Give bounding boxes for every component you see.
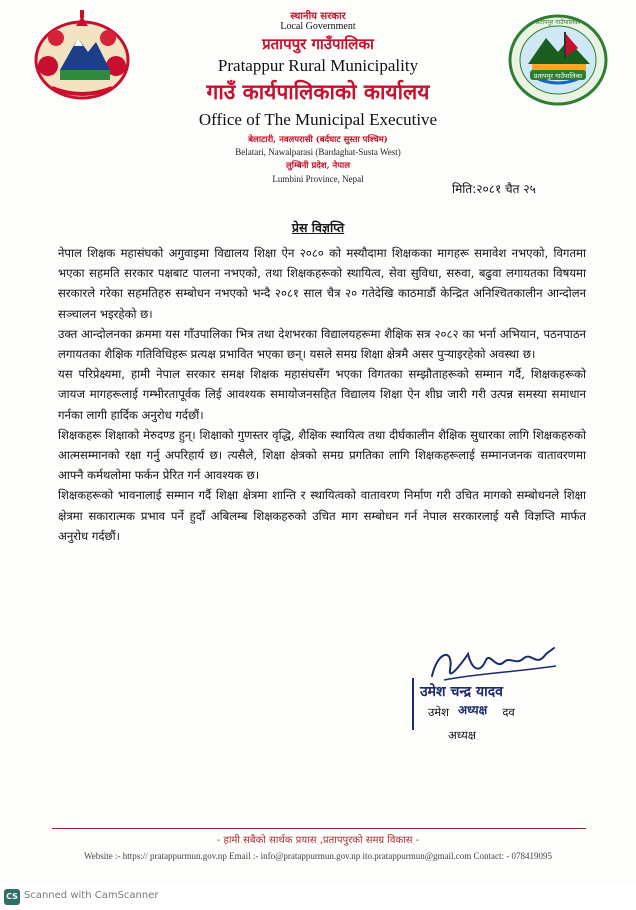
stamp-title: अध्यक्ष [458,703,488,717]
local-government-np: स्थानीय सरकार [290,11,346,22]
stamp-name: उमेश चन्द्र यादव [420,684,503,700]
province-en: Lumbini Province, Nepal [272,174,364,184]
address-np: बेलाटारी, नवलपरासी (बर्दघाट सुस्ता पश्चिम) [248,135,388,145]
municipality-name-en: Pratappur Rural Municipality [217,56,419,75]
signer-name-suffix: दव [502,705,515,719]
document-date: मिति:२०८१ चैत २५ [452,182,536,196]
municipality-logo-icon [506,12,610,108]
document-body [58,243,586,546]
nepal-emblem-icon [30,8,135,103]
municipality-name-np: प्रतापपुर गाउँपालिका [262,35,374,53]
local-government-en: Local Government [280,21,356,32]
footer-contact: Website :- https:// pratappurmun.gov.np Email :- info@pratappurmun.gov.np ito.pratappurmun@gmail.com Contact: - 078419095 [83,851,553,861]
paragraph: शिक्षकहरूको भावनालाई सम्मान गर्दै शिक्षा क्षेत्रमा शान्ति र स्थायित्वको वातावरण निर्माण गरी उचित मागको सम्बोधनले शिक्षा क्षेत्रमा सकारात्मक प्रभाव पर्ने हुदाँ अबिलम्ब शिक्षकहरुको उचित माग सम्बोधन गर्न नेपाल सरकारलाई यसै विज्ञप्ति मार्फत अनुरोध गर्दछौं। [58,488,586,543]
paragraph: उक्त आन्दोलनका क्रममा यस गाँउपालिका भित्र तथा देशभरका विद्यालयहरूमा शैक्षिक सत्र २०८२ का भर्ना अभियान, पठनपाठन लगायतका शैक्षिक गतिविधिहरू प्रत्यक्ष प्रभावित भएका छन्। यसले समग्र शिक्षा क्षेत्रमै असर पुऱ्याइरहेको अवस्था छ। [58,326,586,362]
logo-band-text: प्रतापपुर गाउँपालिका [533,72,583,80]
address-en: Belatari, Nawalparasi (Bardaghat-Susta West) [235,147,401,157]
camscanner-text: Scanned with CamScanner [24,890,159,901]
paragraph: नेपाल शिक्षक महासंघको अगुवाइमा विद्यालय शिक्षा ऐन २०८० को मस्यौदामा शिक्षकका मागहरू समावेश नभएको, विगतमा भएका सहमति सरकार पक्षबाट पालना नभएको, तथा शिक्षकहरूको स्थायित्व, सेवा सुविधा, सरुवा, बढुवा लगायतका विषयमा सरकारले गरेका सहमतिहरु सम्बोधन नभएको भन्दै २०८१ साल चैत्र २० गतेदेखि काठमाडौं केन्द्रित अनिश्चितकालीन आन्दोलन सञ्चालन भइरहेको छ। [58,246,586,321]
paragraph: शिक्षकहरू शिक्षाको मेरुदण्ड हुन्। शिक्षाको गुणस्तर वृद्धि, शैक्षिक स्थायित्व तथा दीर्घकालीन शैक्षिक सुधारका लागि शिक्षकहरुको आत्मसम्मानको रक्षा गर्नु अपरिहार्य छ। त्यसैले, शिक्षा क्षेत्रको समग्र प्रगतिका लागि शिक्षकहरूलाई सम्मानजनक वातावरणमा आफ्नै कर्मथलोमा फर्कन प्रेरित गर्न आवश्यक छ। [58,427,586,483]
scanner-watermark [0,884,636,910]
document-subject [0,219,636,236]
footer-divider [52,828,586,829]
signer-title: अध्यक्ष [448,728,477,742]
subject-text: प्रेस विज्ञप्ति [291,220,345,235]
footer-slogan: - हामी सबैको सार्थक प्रयास ,प्रतापपुरको समग्र विकास - [216,835,420,846]
camscanner-logo-icon: CS [4,889,20,905]
office-name-en: Office of The Municipal Executive [198,110,438,129]
paragraph: यस परिप्रेक्ष्यमा, हामी नेपाल सरकार समक्ष शिक्षक महासंघसँग भएका विगतका सम्झौताहरूको सम्मान गर्दै, शिक्षकहरूको जायज मागहरूलाई गम्भीरतापूर्वक लिई आवश्यक समायोजनसहित विद्यालय शिक्षा ऐन शीघ्र जारी गरी उत्पन्न समस्या समाधान गर्नका लागी हार्दिक अनुरोध गर्दछौं। [58,367,586,422]
logo-arc-text: प्रतापपुर गाउँपालिका [535,19,581,26]
signer-name-first: उमेश [428,705,449,719]
province-np: लुम्बिनी प्रदेश, नेपाल [285,161,351,171]
stamp-divider [412,678,414,730]
office-name-np: गाउँ कार्यपालिकाको कार्यालय [206,79,430,104]
